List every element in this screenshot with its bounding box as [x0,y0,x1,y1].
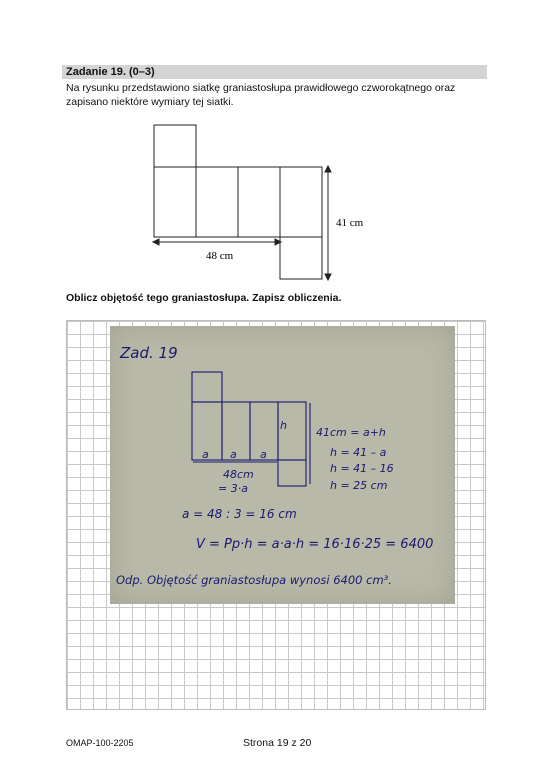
svg-text:41cm = a+h: 41cm = a+h [316,426,386,439]
svg-text:V = Pp·h = a·a·h = 16·16·25 =: V = Pp·h = a·a·h = 16·16·25 = 6400 [196,537,434,552]
net-bottom-square [280,237,322,279]
hw-net-top [192,372,222,402]
net-face-3 [238,167,280,237]
svg-text:a: a [230,448,237,461]
task-header: Zadanie 19. (0–3) [62,65,487,79]
svg-text:a = 48 : 3 = 16 cm: a = 48 : 3 = 16 cm [182,507,297,521]
svg-text:= 3·a: = 3·a [218,482,248,495]
net-face-2 [196,167,238,237]
task-description: Na rysunku przedstawiono siatkę graniastosłupa prawidłowego czworokątnego oraz zapisano niektóre wymiary tej siatki. [66,82,456,108]
svg-text:a: a [202,448,209,461]
hw-title: Zad. 19 [120,344,178,362]
handwritten-solution-photo [110,326,455,604]
svg-text:a: a [260,448,267,461]
svg-text:Odp. Objętość graniastosłupa w: Odp. Objętość graniastosłupa wynosi 6400 cm³. [116,573,392,587]
hw-net-bottom [278,460,306,486]
height-label: 41 cm [336,217,364,229]
net-face-4 [280,167,322,237]
svg-text:48cm: 48cm [223,468,254,481]
net-top-square [154,125,196,167]
svg-text:h = 25 cm: h = 25 cm [330,479,388,492]
footer-code: OMAP-100-2205 [66,738,134,748]
instruction: Oblicz objętość tego graniastosłupa. Zapisz obliczenia. [66,292,342,304]
width-label: 48 cm [206,250,234,262]
prism-net-diagram [140,118,364,283]
footer-page-number: Strona 19 z 20 [243,737,312,749]
svg-text:h = 41 – 16: h = 41 – 16 [330,462,394,475]
svg-text:h: h [280,419,287,432]
svg-text:h = 41 – a: h = 41 – a [330,446,387,459]
net-face-1 [154,167,196,237]
